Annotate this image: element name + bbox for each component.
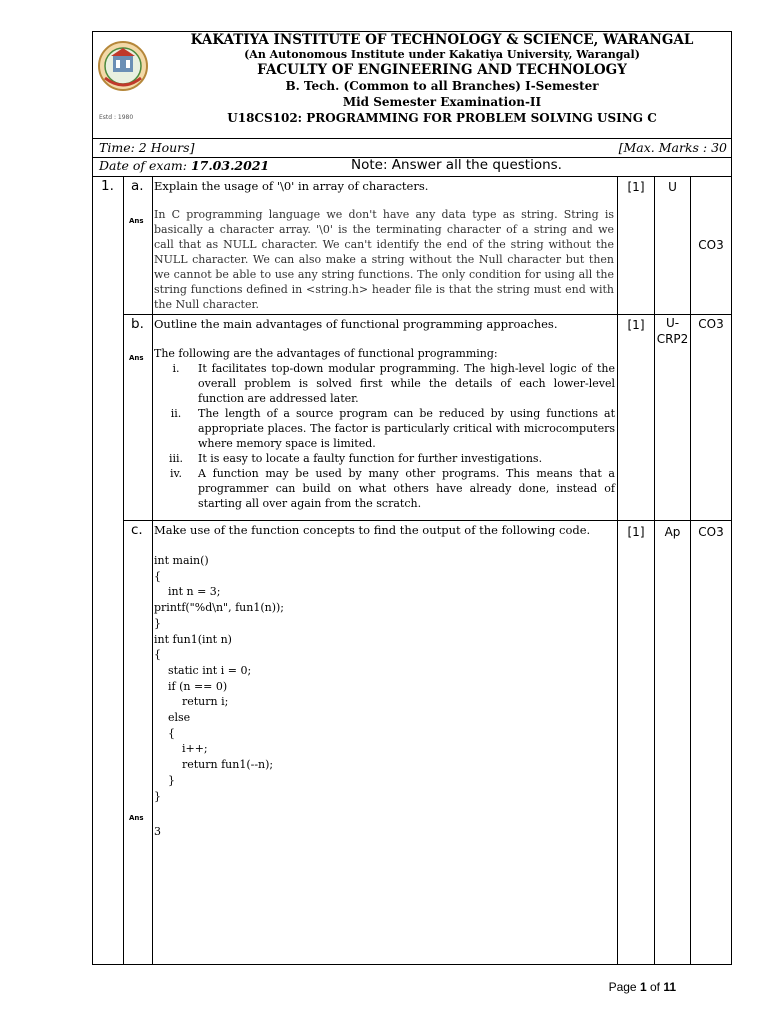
subquestion-a-label: a.	[131, 178, 144, 194]
list-item-number: ii.	[170, 407, 182, 420]
subquestion-c-level: Ap	[664, 525, 681, 539]
subquestion-c-marks: [1]	[627, 525, 645, 539]
grid-line	[123, 314, 731, 315]
institute-logo	[97, 38, 149, 98]
program-name: B. Tech. (Common to all Branches) I-Semester	[285, 79, 599, 93]
exam-date-value: 17.03.2021	[190, 158, 270, 173]
subquestion-b-marks: [1]	[627, 318, 645, 332]
answer-a-text: In C programming language we don't have any data type as string. String is basically a character array. '\0' is the terminating character of a string and we call that as NULL character. We can't identify the end of the string without the NULL character. We can also make a string without the Null character but then we cannot be able to use any string functions. The only condition for using all the string functions defined in <string.h> header file is that the string must end with the Null character.	[154, 208, 614, 311]
subquestion-c-label: c.	[131, 522, 143, 538]
exam-note: Note: Answer all the questions.	[351, 157, 562, 173]
grid-line	[654, 176, 655, 964]
subquestion-b-level: U- CRP2	[656, 316, 689, 346]
subquestion-a-level: U	[668, 180, 677, 194]
grid-line	[690, 176, 691, 964]
faculty-name: FACULTY OF ENGINEERING AND TECHNOLOGY	[257, 62, 627, 78]
list-item-text: The length of a source program can be reduced by using functions at appropriate places. The factor is particularly critical with microcomputers where memory space is limited.	[198, 407, 615, 450]
list-item-text: It facilitates top-down modular programming. The high-level logic of the overall problem is solved first while the details of each lower-level function are addressed later.	[198, 362, 615, 405]
subquestion-a-marks: [1]	[627, 180, 645, 194]
list-item-text: A function may be used by many other programs. This means that a programmer can build on what others have already done, instead of starting all over again from the scratch.	[198, 467, 615, 510]
list-item-number: i.	[172, 362, 180, 375]
list-item	[154, 406, 615, 451]
max-marks: [Max. Marks : 30	[618, 140, 727, 155]
question-number: 1.	[101, 178, 114, 194]
exam-date-label: Date of exam:	[99, 158, 191, 173]
grid-line	[123, 520, 731, 521]
date-note-row	[93, 157, 731, 177]
subquestion-a-text: Explain the usage of '\0' in array of characters.	[154, 179, 429, 193]
list-item	[154, 451, 615, 466]
grid-line	[123, 176, 124, 964]
subquestion-a-co: CO3	[698, 238, 724, 252]
logo-estd: Estd : 1980	[99, 114, 134, 121]
course-name: U18CS102: PROGRAMMING FOR PROBLEM SOLVING USING C	[227, 111, 657, 125]
subquestion-b-co: CO3	[698, 317, 724, 331]
exam-time: Time: 2 Hours]	[99, 140, 195, 155]
exam-date	[99, 158, 269, 173]
answer-a-label: Ans	[129, 217, 144, 225]
footer-of: of	[646, 980, 664, 994]
answer-b-label: Ans	[129, 354, 144, 362]
footer-prefix: Page	[608, 980, 640, 994]
current-page: 1	[639, 980, 647, 994]
subquestion-c-text: Make use of the function concepts to find the output of the following code.	[154, 523, 591, 537]
subquestion-c-co: CO3	[698, 525, 724, 539]
subquestion-b-text: Outline the main advantages of functional programming approaches.	[154, 317, 558, 331]
grid-line	[152, 176, 153, 964]
total-pages: 11	[663, 980, 676, 994]
page-footer	[609, 980, 676, 994]
exam-name: Mid Semester Examination-II	[342, 95, 542, 109]
answer-c-label: Ans	[129, 814, 144, 822]
code-block: int main() { int n = 3; printf("%d\n", fun1(n)); } int fun1(int n) { static int i = 0; if (n == 0) return i; else { i++; return fun1(--n); } }	[154, 554, 284, 803]
exam-page	[92, 31, 732, 965]
answer-b-intro: The following are the advantages of functional programming:	[154, 347, 498, 360]
answer-c-text: 3	[154, 825, 161, 838]
exam-header	[93, 32, 731, 139]
list-item	[154, 466, 615, 511]
list-item-text: It is easy to locate a faulty function for further investigations.	[198, 452, 543, 465]
grid-line	[617, 176, 618, 964]
list-item	[154, 361, 615, 406]
time-marks-row	[93, 138, 731, 158]
answer-b-list	[154, 346, 615, 511]
institute-name: KAKATIYA INSTITUTE OF TECHNOLOGY & SCIENCE, WARANGAL	[190, 32, 694, 48]
subquestion-b-label: b.	[131, 316, 144, 332]
institute-subtitle: (An Autonomous Institute under Kakatiya University, Warangal)	[244, 48, 640, 61]
list-item-number: iv.	[170, 467, 182, 480]
list-item-number: iii.	[168, 452, 184, 465]
